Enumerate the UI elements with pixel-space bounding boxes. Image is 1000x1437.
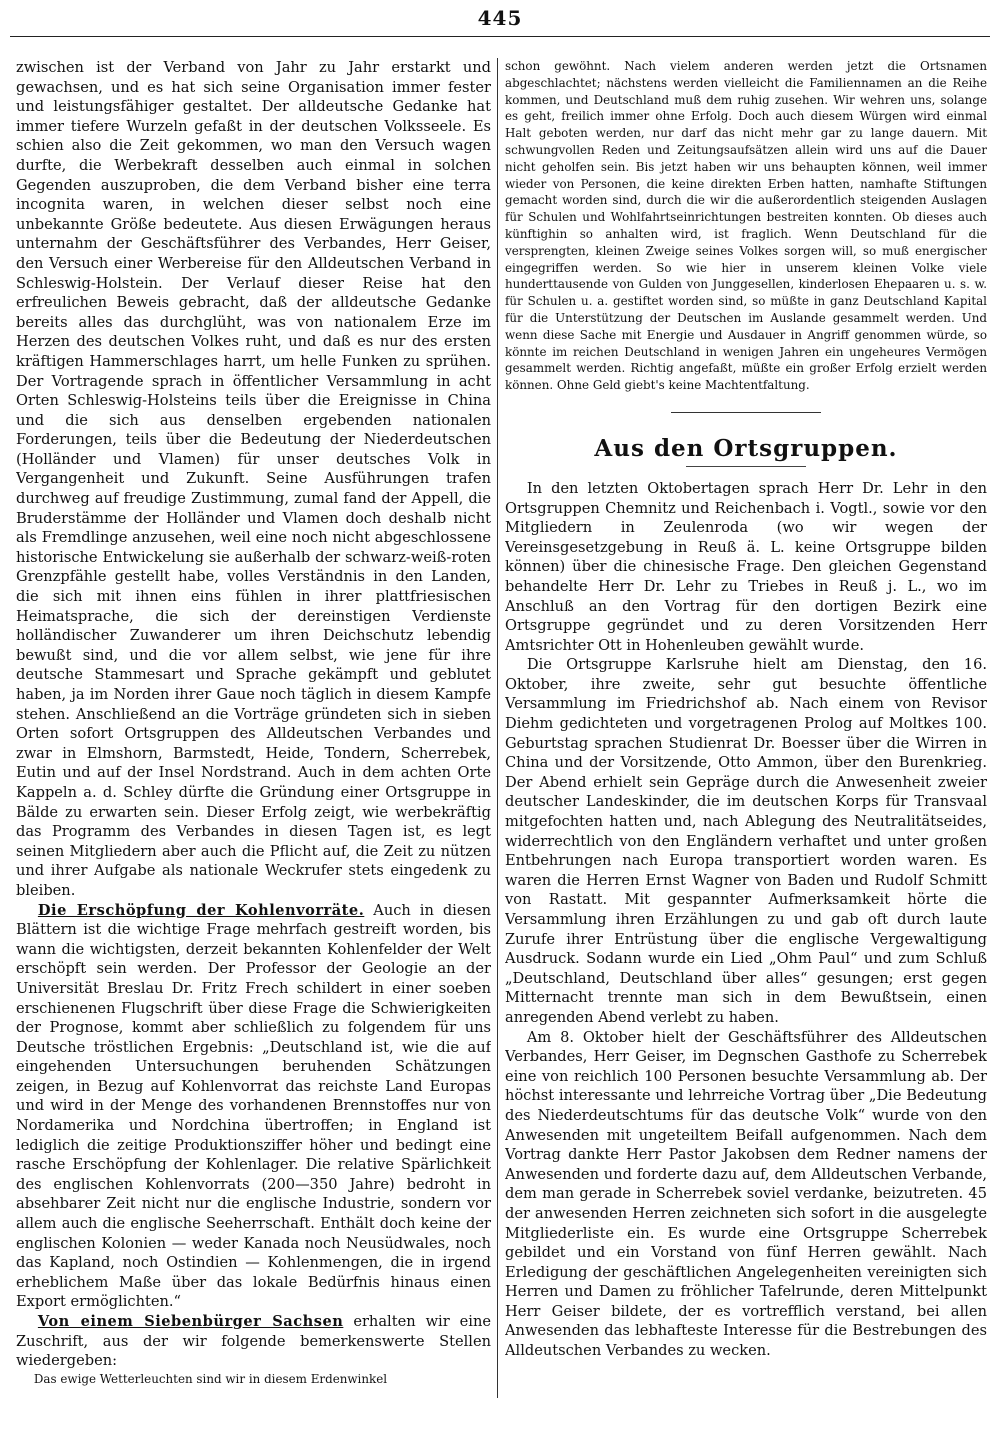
left-paragraph-kohlenvorraete [16, 901, 491, 1312]
left-paragraph-verband: zwischen ist der Verband von Jahr zu Jahr erstarkt und gewachsen, und es hat sich seine Organisation immer fester und leistungsfähiger gestaltet. Der alldeutsche Gedanke hat immer tiefere Wurzeln gefaßt in der deutschen Volksseele. Es schien also die Zeit gekommen, wo man den Versuch wagen durfte, die Werbekraft desselben auch einmal in solchen Gegenden auszuproben, die dem Verband bisher eine terra incognita waren, in welchen dieser selbst noch eine unbekannte Größe bedeutete. Aus diesen Erwägungen heraus unternahm der Geschäftsführer des Verbandes, Herr Geiser, den Versuch einer Werbereise für den Alldeutschen Verband in Schleswig-Holstein. Der Verlauf dieser Reise hat den erfreulichen Beweis gebracht, daß der alldeutsche Gedanke bereits alles das durchglüht, was von nationalem Erze im Herzen des deutschen Volkes ruht, und daß es nur des ersten kräftigen Hammerschlages harrt, um helle Funken zu sprühen. Der Vortragende sprach in öffentlicher Versammlung in acht Orten Schleswig-Holsteins teils über die Ereignisse in China und die sich aus denselben ergebenden nationalen Forderungen, teils über die Bedeutung der Niederdeutschen (Holländer und Vlamen) für unser deutsches Volk in Vergangenheit und Zukunft. Seine Ausführungen trafen durchweg auf freudige Zustimmung, zumal fand der Appell, die Bruderstämme der Holländer und Vlamen doch deshalb nicht als Fremdlinge anzusehen, weil eine noch nicht abgeschlossene historische Entwickelung sie außerhalb der schwarz-weiß-roten Grenzpfähle gestellt habe, volles Verständnis in den Landen, die sich mit ihnen eins fühlen in ihrer plattfriesischen Heimatsprache, die sich der dereinstigen Verdienste holländischer Zuwanderer um ihren Deichschutz lebendig bewußt sind, und die vor allem selbst, wie jene für ihre deutsche Stammesart und Sprache gekämpft und geblutet haben, ja im Norden ihrer Gaue noch täglich in diesem Kampfe stehen. Anschließend an die Vorträge gründeten sich in sieben Orten sofort Ortsgruppen des Alldeutschen Verbandes und zwar in Elmshorn, Barmstedt, Heide, Tondern, Scherrebek, Eutin und auf der Insel Nordstrand. Auch in dem achten Orte Kappeln a. d. Schley dürfte die Gründung einer Ortsgruppe in Bälde zu erwarten sein. Dieser Erfolg zeigt, wie werbekräftig das Programm des Verbandes in diesen Tagen ist, es legt seinen Mitgliedern aber auch die Pflicht auf, die Zeit zu nützen und ihrer Aufgabe als nationale Weckrufer stets eingedenk zu bleiben. [16, 59, 491, 899]
right-paragraph-karlsruhe: Die Ortsgruppe Karlsruhe hielt am Dienstag, den 16. Oktober, ihre zweite, sehr gut besuchte öffentliche Versammlung im Friedrichshof ab. Nach einem von Revisor Diehm gedichteten und vorgetragenen Prolog auf Moltkes 100. Geburtstag sprachen Studienrat Dr. Boesser über die Wirren in China und der Vorsitzende, Otto Ammon, über den Burenkrieg. Der Abend erhielt sein Gepräge durch die Anwesenheit zweier deutscher Landeskinder, die im deutschen Korps für Transvaal mitgefochten hatten und, nach Ablegung des Neutralitätseides, widerrechtlich von den Engländern verhaftet und unter großen Entbehrungen nach Europa transportiert worden waren. Es waren die Herren Ernst Wagner von Baden und Rudolf Schmitt von Rastatt. Mit gespannter Aufmerksamkeit hörte die Versammlung ihren Erzählungen zu und gab oft durch laute Zurufe ihrer Entrüstung über die englische Vergewaltigung Ausdruck. Sodann wurde ein Lied „Ohm Paul“ und zum Schluß „Deutschland, Deutschland über alles“ gesungen; erst gegen Mitternacht trennte man sich in dem Bewußtsein, einen anregenden Abend verlebt zu haben. [505, 656, 987, 1026]
kohlen-text: Auch in diesen Blättern ist die wichtige Frage mehrfach gestreift worden, bis wann die wichtigsten, derzeit bekannten Kohlenfelder der Welt erschöpft sein werden. Der Professor der Geologie an der Universität Breslau Dr. Fritz Frech schildert in einer soeben erschienenen Flugschrift über diese Frage die Schwierigkeiten der Prognose, kommt aber schließlich zu folgendem für uns Deutsche tröstlichen Ergebnis: „Deutschland ist, wie die auf eingehenden Untersuchungen beruhenden Schätzungen zeigen, in Bezug auf Kohlenvorrat das reichste Land Europas und wird in der Menge des vorhandenen Brennstoffes nur von Nordamerika und Nordchina übertroffen; in England ist lediglich die zeitige Produktionsziffer höher und bedingt eine rasche Erschöpfung der Kohlenlager. Die relative Spärlichkeit des englischen Kohlenvorrats (200—350 Jahre) bedroht in absehbarer Zeit nicht nur die englische Industrie, sondern vor allem auch die englische Seeherrschaft. Enthält doch keine der englischen Kolonien — weder Kanada noch Neusüdwales, noch das Kapland, noch Ostindien — Kohlenmengen, die in irgend erheblichem Maße über das lokale Bedürfnis hinaus einen Export ermöglichten.“ [16, 901, 491, 1311]
siebenbuerger-text: erhalten wir eine Zuschrift, aus der wir folgende bemerkenswerte Stellen wiedergeben: [16, 1313, 491, 1370]
kohlen-kicker: Die Erschöpfung der Kohlenvorräte. [37, 901, 365, 919]
heading-underline [686, 466, 806, 467]
top-divider [10, 36, 990, 37]
left-column [16, 58, 491, 1408]
section-divider [671, 412, 821, 413]
right-paragraph-scherrebek: Am 8. Oktober hielt der Geschäftsführer des Alldeutschen Verbandes, Herr Geiser, im Degnschen Gasthofe zu Scherrebek eine von reichlich 100 Personen besuchte Versammlung ab. Der höchst interessante und lehrreiche Vortrag über „Die Bedeutung des Niederdeutschtums für das deutsche Volk“ wurde von den Anwesenden mit ungeteiltem Beifall aufgenommen. Nach dem Vortrag dankte Herr Pastor Jakobsen dem Redner namens der Anwesenden und forderte dazu auf, dem Alldeutschen Verbande, dem man gerade in Scherrebek soviel verdanke, beizutreten. 45 der anwesenden Herren zeichneten sich sofort in die ausgelegte Mitgliederliste ein. Es wurde eine Ortsgruppe Scherrebek gebildet und ein Vorstand von fünf Herren gewählt. Nach Erledigung der geschäftlichen Angelegenheiten vereinigten sich Herren und Damen zu fröhlicher Tafelrunde, deren Mittelpunkt Herr Geiser bildete, der es vortrefflich verstand, bei allen Anwesenden das lebhafteste Interesse für die Bestrebungen des Alldeutschen Verbandes zu wecken. [505, 1028, 987, 1360]
section-heading-ortsgruppen: Aus den Ortsgruppen. [594, 434, 898, 462]
page-number: 445 [477, 6, 523, 30]
column-rule [497, 58, 498, 1398]
right-paragraph-quote-continued: schon gewöhnt. Nach vielem anderen werden jetzt die Ortsnamen abgeschlachtet; nächstens werden vielleicht die Familiennamen an die Reihe kommen, und Deutschland muß dem ruhig zusehen. Wir wehren uns, solange es geht, freilich immer ohne Erfolg. Doch auch diesem Würgen wird einmal Halt geboten werden, nur darf das nicht mehr gar zu lange dauern. Mit schwungvollen Reden und Zeitungsaufsätzen allein wird uns auf die Dauer nicht geholfen sein. Bis jetzt haben wir uns behaupten können, weil immer wieder von Personen, die keine direkten Erben hatten, namhafte Stiftungen gemacht worden sind, durch die wir die außerordentlich steigenden Auslagen für Schulen und Wohlfahrtseinrichtungen bestreiten konnten. Ob dieses auch künftighin so anhalten wird, ist fraglich. Wenn Deutschland für die versprengten, kleinen Zweige seines Volkes sorgen will, so muß energischer eingegriffen werden. So wie hier in unserem kleinen Volke viele hunderttausende von Gulden von Junggesellen, kinderlosen Ehepaaren u. s. w. für Schulen u. a. gestiftet worden sind, so müßte in ganz Deutschland Kapital für die Unterstützung der Deutschen im Auslande gesammelt werden. Und wenn diese Sache mit Energie und Ausdauer in Angriff genommen würde, so könnte im reichen Deutschland in wenigen Jahren ein ungeheures Vermögen gesammelt werden. Richtig angefaßt, müßte ein großer Erfolg erzielt werden können. Ohne Geld giebt's keine Machtentfaltung. [505, 59, 987, 393]
left-paragraph-quote-start: Das ewige Wetterleuchten sind wir in diesem Erdenwinkel [33, 1371, 388, 1386]
left-paragraph-siebenbuerger [16, 1312, 491, 1371]
right-column [505, 58, 987, 1408]
siebenbuerger-kicker: Von einem Siebenbürger Sachsen [37, 1313, 344, 1330]
right-paragraph-lehr: In den letzten Oktobertagen sprach Herr Dr. Lehr in den Ortsgruppen Chemnitz und Reichenbach i. Vogtl., sowie vor den Mitgliedern in Zeulenroda (wo wir wegen der Vereinsgesetzgebung in Reuß ä. L. keine Ortsgruppe bilden können) über die chinesische Frage. Den gleichen Gegenstand behandelte Herr Dr. Lehr zu Triebes in Reuß j. L., wo im Anschluß an den Vortrag für den dortigen Bezirk eine Ortsgruppe gegründet und zu deren Vorsitzenden Herr Amtsrichter Ott in Hohenleuben gewählt wurde. [505, 479, 987, 654]
